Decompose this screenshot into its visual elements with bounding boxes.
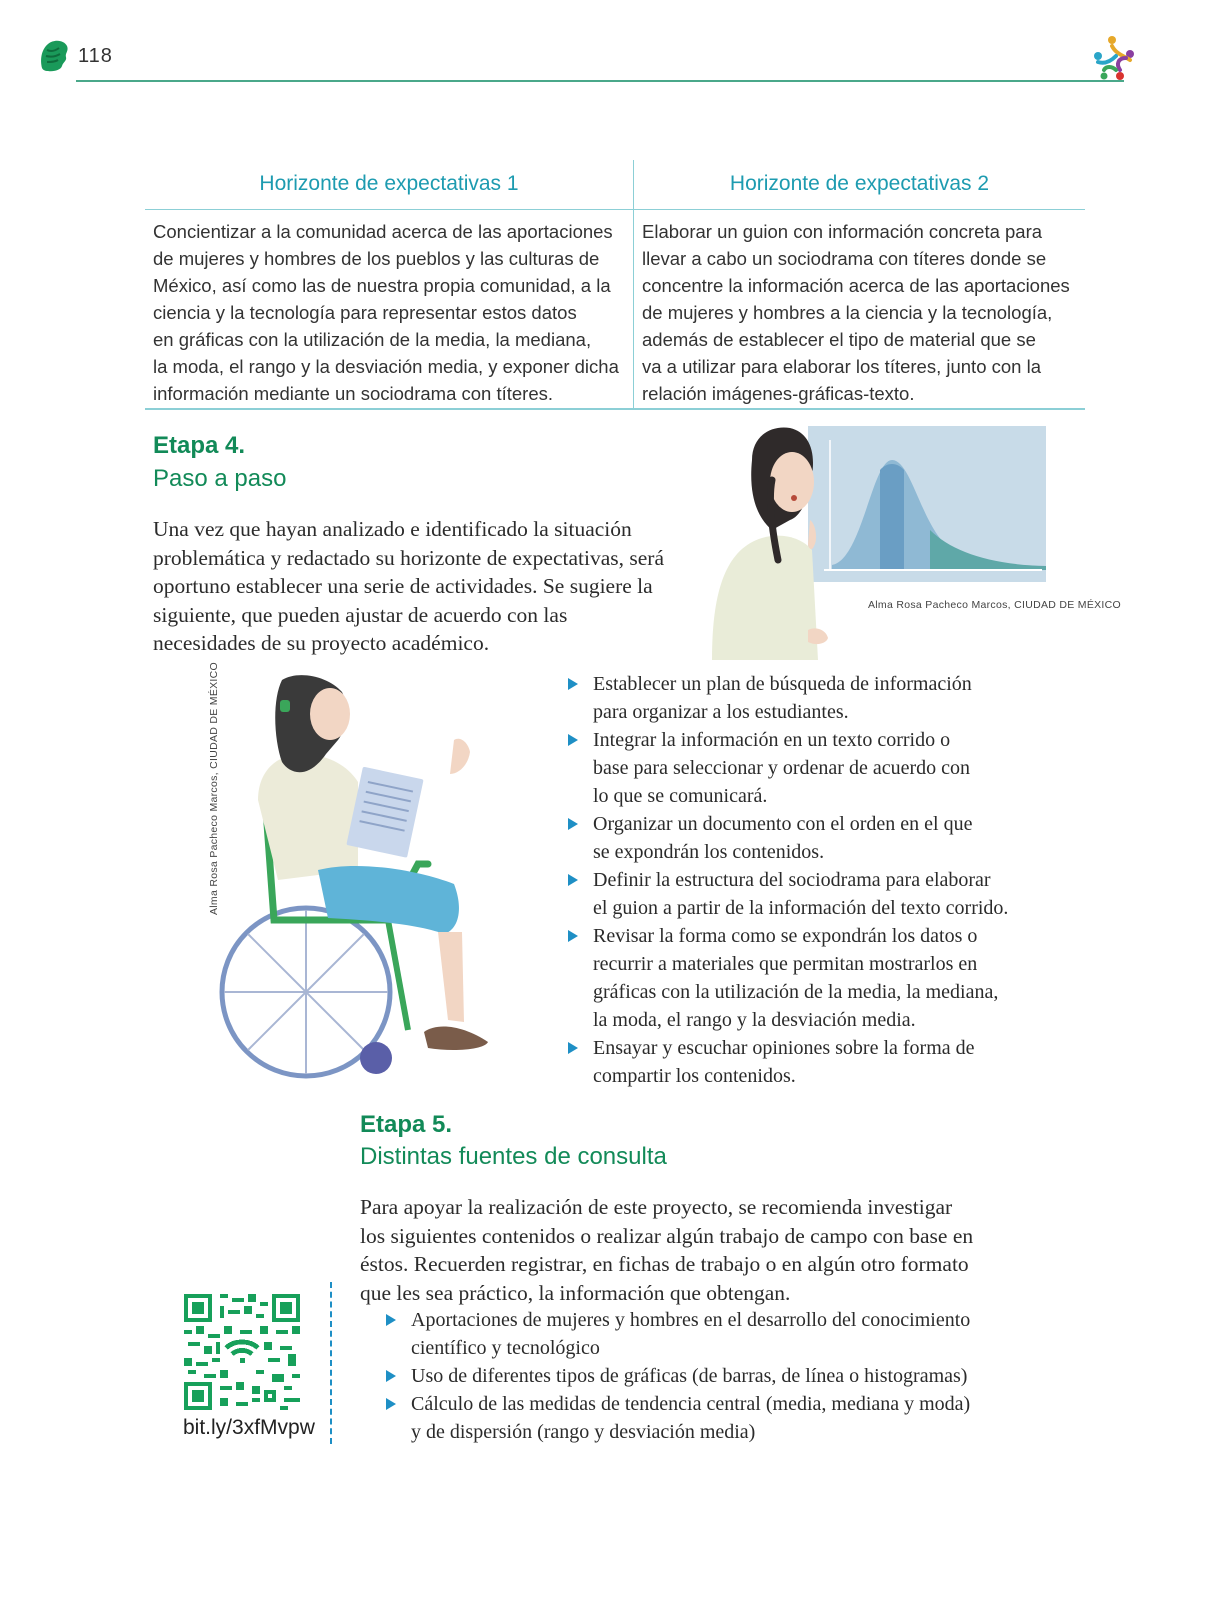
text-line: y de dispersión (rango y desviación media) <box>411 1421 756 1443</box>
text-line: los siguientes contenidos o realizar algún trabajo de campo con base en <box>360 1223 974 1248</box>
hair-clip <box>280 700 290 712</box>
girl-with-chart-illustration <box>712 420 1062 660</box>
text-line: en gráficas con la utilización de la media, la mediana, <box>153 329 592 350</box>
girl-in-wheelchair-illustration <box>218 670 508 1085</box>
text-line: éstos. Recuerden registrar, en fichas de trabajo o en algún otro formato <box>360 1252 969 1276</box>
girl-hand-lower <box>808 628 828 644</box>
expectations-column-1 <box>145 160 633 410</box>
distribution-center <box>880 464 904 570</box>
text-line: la moda, el rango y la desviación media, y exponer dicha <box>153 356 619 377</box>
text-line: base para seleccionar y ordenar de acuerdo con <box>593 757 971 779</box>
text-line: llevar a cabo un sociodrama con títeres donde se <box>642 248 1047 269</box>
list-item <box>384 1390 1044 1446</box>
text-line: compartir los contenidos. <box>593 1065 796 1087</box>
text-line: Para apoyar la realización de este proyecto, se recomienda investigar <box>360 1195 953 1219</box>
blue-triangle-bullet-icon <box>386 1370 396 1382</box>
text-line: se expondrán los contenidos. <box>593 841 825 863</box>
blue-triangle-bullet-icon <box>568 818 578 830</box>
text-line: información mediante un sociodrama con títeres. <box>153 383 554 404</box>
list-item <box>566 670 1046 726</box>
blue-triangle-bullet-icon <box>568 1042 578 1054</box>
illustration-credit: Alma Rosa Pacheco Marcos, CIUDAD DE MÉXICO <box>868 599 1121 611</box>
list-item <box>566 726 1046 810</box>
text-line: va a utilizar para elaborar los títeres, junto con la <box>642 356 1041 377</box>
blue-triangle-bullet-icon <box>386 1314 396 1326</box>
list-item <box>566 866 1046 922</box>
girl-face <box>310 688 350 740</box>
dashed-divider <box>330 1282 332 1444</box>
text-line: recurrir a materiales que permitan mostrarlos en <box>593 953 978 975</box>
girl-mouth <box>791 495 797 501</box>
colorful-people-logo-icon <box>1086 32 1142 88</box>
etapa-5-title: Etapa 5. <box>360 1111 453 1138</box>
text-line: científico y tecnológico <box>411 1337 600 1359</box>
etapa-5-paragraph <box>360 1193 1050 1307</box>
text-line: ciencia y la tecnología para representar estos datos <box>153 302 577 323</box>
text-line: relación imágenes-gráficas-texto. <box>642 383 915 404</box>
qr-link-text[interactable]: bit.ly/3xfMvpw <box>183 1416 315 1439</box>
etapa-5-subtitle: Distintas fuentes de consulta <box>360 1143 667 1170</box>
green-leaf-head-icon <box>38 38 70 74</box>
text-line: oportuno establecer una serie de actividades. Se sugiere la <box>153 574 653 598</box>
girl-raised-hand <box>450 739 470 774</box>
text-line: Establecer un plan de búsqueda de información <box>593 673 972 695</box>
girl-face <box>770 452 814 512</box>
text-line: siguiente, que pueden ajustar de acuerdo con las <box>153 602 568 627</box>
text-line: Revisar la forma como se expondrán los datos o <box>593 925 978 947</box>
text-line: que les sea práctico, la información que obtengan. <box>360 1280 791 1305</box>
blue-triangle-bullet-icon <box>568 874 578 886</box>
text-line: concentre la información acerca de las aportaciones <box>642 275 1070 296</box>
wheelchair-caster <box>360 1042 392 1074</box>
etapa-4-paragraph <box>153 515 713 658</box>
column-body <box>145 210 633 407</box>
text-line: necesidades de su proyecto académico. <box>153 631 490 655</box>
etapa-4-subtitle: Paso a paso <box>153 465 287 492</box>
text-line: Organizar un documento con el orden en el que <box>593 813 973 835</box>
text-line: Uso de diferentes tipos de gráficas (de barras, de línea o histogramas) <box>411 1365 968 1387</box>
girl-leg <box>438 932 464 1022</box>
text-line: Una vez que hayan analizado e identificado la situación <box>153 517 632 541</box>
header-rule <box>76 80 1124 82</box>
text-line: problemática y redactado su horizonte de expectativas, será <box>153 545 664 570</box>
text-line: México, así como las de nuestra propia comunidad, a la <box>153 275 611 296</box>
girl-shirt <box>712 536 818 660</box>
text-line: de mujeres y hombres de los pueblos y las culturas de <box>153 248 600 269</box>
expectations-table <box>145 160 1085 410</box>
etapa-4-title: Etapa 4. <box>153 432 246 459</box>
table-bottom-rule <box>145 408 1085 410</box>
text-line: Integrar la información en un texto corrido o <box>593 729 951 751</box>
text-line: el guion a partir de la información del texto corrido. <box>593 897 1009 919</box>
column-heading: Horizonte de expectativas 2 <box>634 160 1085 210</box>
list-item <box>384 1306 1044 1362</box>
text-line: de mujeres y hombres a la ciencia y la tecnología, <box>642 302 1053 323</box>
page-number: 118 <box>78 45 113 67</box>
list-item <box>384 1362 1044 1390</box>
text-line: Cálculo de las medidas de tendencia central (media, mediana y moda) <box>411 1393 971 1415</box>
list-item <box>566 922 1046 1034</box>
blue-triangle-bullet-icon <box>568 930 578 942</box>
paper-sheet <box>346 767 423 858</box>
text-line: para organizar a los estudiantes. <box>593 701 849 723</box>
blue-triangle-bullet-icon <box>568 734 578 746</box>
qr-code-icon[interactable] <box>184 1294 300 1410</box>
text-line: Aportaciones de mujeres y hombres en el desarrollo del conocimiento <box>411 1309 971 1331</box>
girl-shoe <box>424 1027 488 1050</box>
expectations-column-2 <box>633 160 1085 410</box>
list-item <box>566 1034 1046 1090</box>
illustration-credit-vertical: Alma Rosa Pacheco Marcos, CIUDAD DE MÉXICO <box>208 662 220 915</box>
text-line: gráficas con la utilización de la media, la mediana, <box>593 981 999 1003</box>
text-line: Ensayar y escuchar opiniones sobre la forma de <box>593 1037 975 1059</box>
wheelchair-leg <box>388 920 408 1030</box>
text-line: Definir la estructura del sociodrama para elaborar <box>593 869 991 891</box>
column-heading: Horizonte de expectativas 1 <box>145 160 633 210</box>
column-body <box>634 210 1085 407</box>
etapa-4-bullet-list <box>566 670 1046 1090</box>
blue-triangle-bullet-icon <box>386 1398 396 1410</box>
text-line: Concientizar a la comunidad acerca de las aportaciones <box>153 221 613 242</box>
text-line: lo que se comunicará. <box>593 785 768 807</box>
text-line: Elaborar un guion con información concreta para <box>642 221 1043 242</box>
page-header <box>38 38 1138 88</box>
blue-triangle-bullet-icon <box>568 678 578 690</box>
text-line: la moda, el rango y la desviación media. <box>593 1009 916 1031</box>
etapa-5-bullet-list <box>384 1306 1044 1446</box>
list-item <box>566 810 1046 866</box>
text-line: además de establecer el tipo de material que se <box>642 329 1036 350</box>
